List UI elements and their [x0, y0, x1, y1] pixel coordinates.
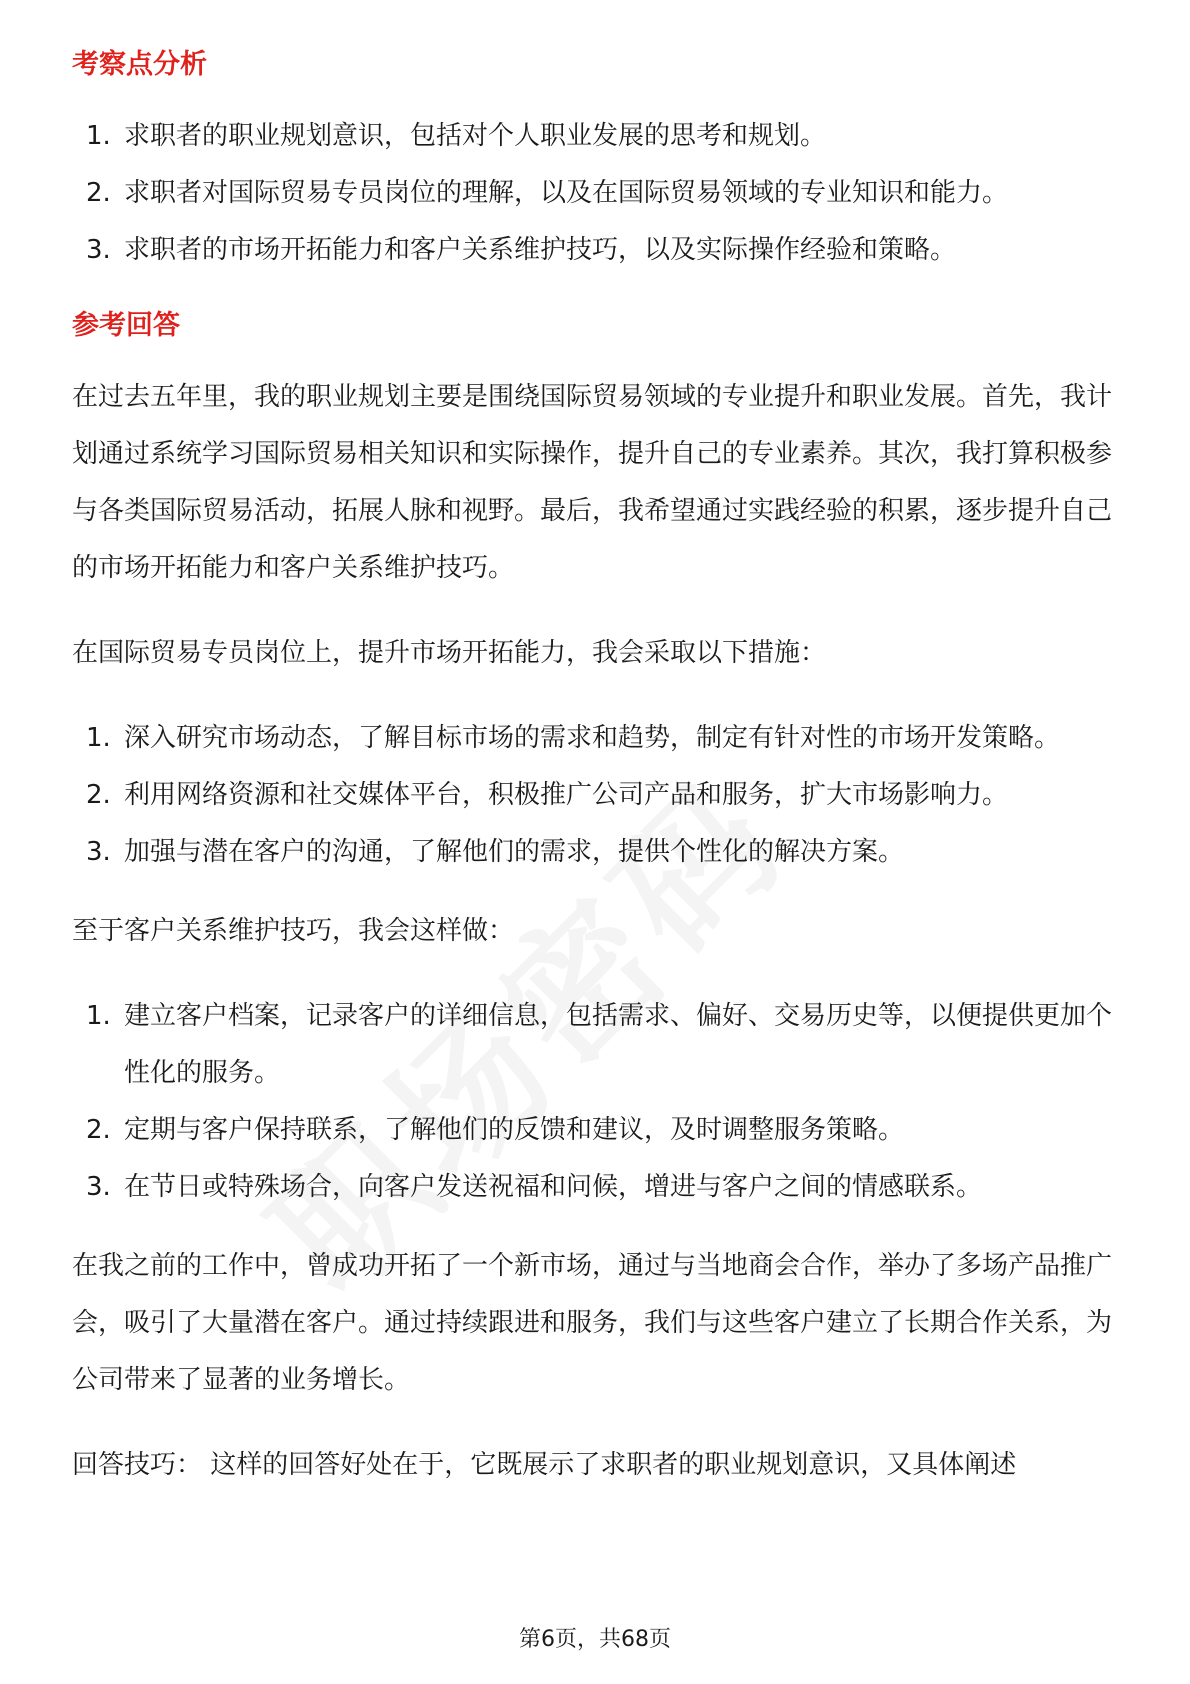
list-item-number: 3.	[86, 1172, 111, 1202]
list-item-text: 加强与潜在客户的沟通，了解他们的需求，提供个性化的解决方案。	[124, 837, 905, 867]
market-measures-list	[72, 710, 1122, 881]
paragraph-answer-tips: 回答技巧： 这样的回答好处在于，它既展示了求职者的职业规划意识，又具体阐述	[72, 1450, 1017, 1480]
analysis-list	[72, 108, 1122, 279]
list-item-number: 2.	[86, 178, 111, 208]
list-item	[72, 108, 1122, 165]
list-item-text: 求职者对国际贸易专员岗位的理解，以及在国际贸易领域的专业知识和能力。	[124, 178, 1009, 208]
list-item-text: 定期与客户保持联系，了解他们的反馈和建议，及时调整服务策略。	[124, 1115, 905, 1145]
list-item-number: 2.	[86, 1115, 111, 1145]
list-item	[72, 988, 1122, 1102]
list-item	[72, 1159, 1122, 1216]
list-item	[72, 824, 1122, 881]
paragraph-client-intro: 至于客户关系维护技巧，我会这样做：	[72, 916, 515, 946]
list-item-text: 深入研究市场动态，了解目标市场的需求和趋势，制定有针对性的市场开发策略。	[124, 723, 1061, 753]
list-item-number: 2.	[86, 780, 111, 810]
list-item-number: 1.	[86, 1001, 111, 1031]
list-item-text: 求职者的市场开拓能力和客户关系维护技巧，以及实际操作经验和策略。	[124, 235, 957, 265]
page-number-footer: 第6页，共68页	[519, 1627, 671, 1652]
list-item	[72, 767, 1122, 824]
analysis-heading: 考察点分析	[72, 49, 207, 80]
list-item-number: 3.	[86, 837, 111, 867]
client-measures-list	[72, 988, 1122, 1216]
list-item-number: 3.	[86, 235, 111, 265]
answer-heading: 参考回答	[72, 310, 180, 341]
list-item	[72, 710, 1122, 767]
list-item	[72, 1102, 1122, 1159]
list-item-text: 求职者的职业规划意识，包括对个人职业发展的思考和规划。	[124, 121, 827, 151]
list-item-text: 建立客户档案，记录客户的详细信息，包括需求、偏好、交易历史等，以便提供更加个性化的服务。	[124, 1001, 1113, 1088]
list-item-text: 在节日或特殊场合，向客户发送祝福和问候，增进与客户之间的情感联系。	[124, 1172, 983, 1202]
list-item-text: 利用网络资源和社交媒体平台，积极推广公司产品和服务，扩大市场影响力。	[124, 780, 1009, 810]
list-item-number: 1.	[86, 121, 111, 151]
paragraph-experience: 在我之前的工作中，曾成功开拓了一个新市场，通过与当地商会合作，举办了多场产品推广会，吸引了大量潜在客户。通过持续跟进和服务，我们与这些客户建立了长期合作关系，为公司带来了显著的业务增长。	[72, 1251, 1113, 1395]
paragraph-career-plan: 在过去五年里，我的职业规划主要是围绕国际贸易领域的专业提升和职业发展。首先，我计划通过系统学习国际贸易相关知识和实际操作，提升自己的专业素养。其次，我打算积极参与各类国际贸易活动，拓展人脉和视野。最后，我希望通过实践经验的积累，逐步提升自己的市场开拓能力和客户关系维护技巧。	[72, 382, 1113, 583]
paragraph-market-intro: 在国际贸易专员岗位上，提升市场开拓能力，我会采取以下措施：	[72, 638, 827, 668]
list-item-number: 1.	[86, 723, 111, 753]
page-content	[72, 40, 1122, 1522]
list-item	[72, 222, 1122, 279]
list-item	[72, 165, 1122, 222]
